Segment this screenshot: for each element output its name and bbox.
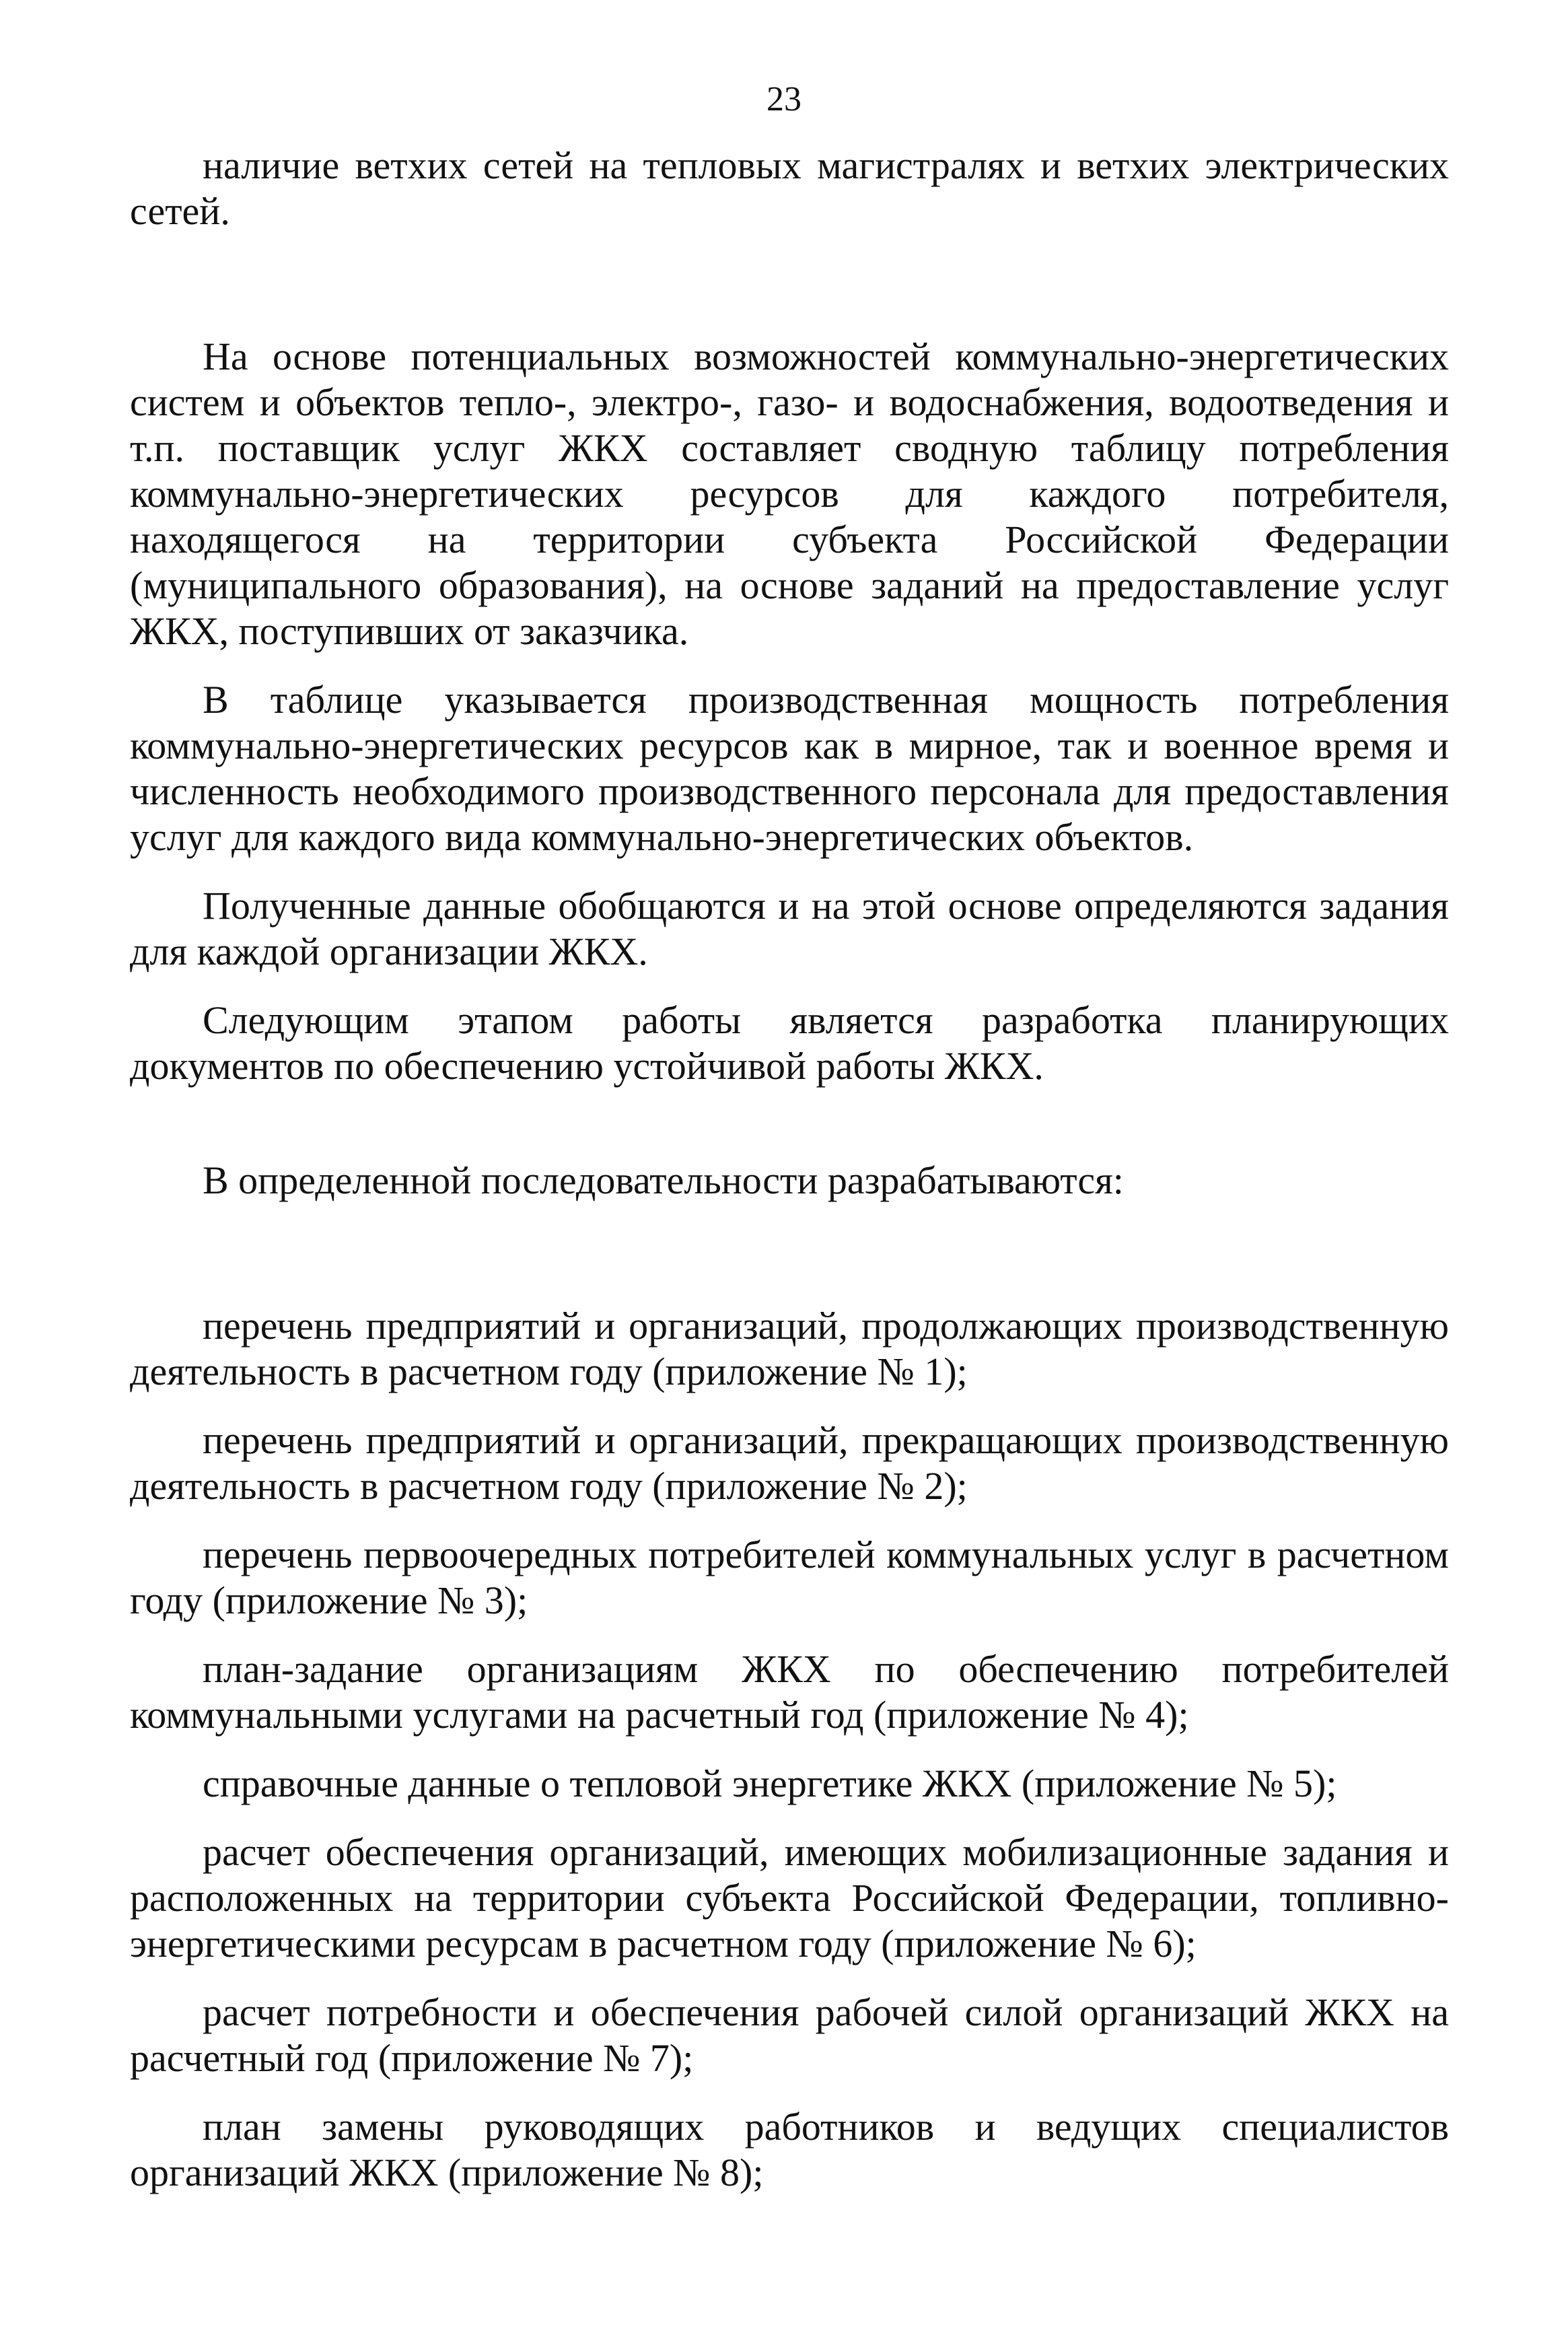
list-item: перечень первоочередных потребителей коммунальных услуг в расчетном году (приложение № 3);	[130, 1533, 1449, 1622]
list-item: план-задание организациям ЖКХ по обеспечению потребителей коммунальными услугами на расчетный год (приложение № 4);	[130, 1647, 1449, 1737]
list-item: перечень предприятий и организаций, прекращающих производственную деятельность в расчетном году (приложение № 2);	[130, 1418, 1449, 1508]
list-item: перечень предприятий и организаций, продолжающих производственную деятельность в расчетном году (приложение № 1);	[130, 1304, 1449, 1393]
document-body	[130, 143, 1449, 2196]
paragraph-list-intro: В определенной последовательности разрабатываются:	[203, 1158, 1124, 1202]
list-item: план замены руководящих работников и ведущих специалистов организаций ЖКХ (приложение № 8);	[130, 2105, 1449, 2194]
paragraph-next-stage: Следующим этапом работы является разработка планирующих документов по обеспечению устойчивой работы ЖКХ.	[130, 998, 1449, 1088]
list-item: расчет обеспечения организаций, имеющих мобилизационные задания и расположенных на территории субъекта Российской Федерации, топливно-энергетическими ресурсам в расчетном году (приложение № 6);	[130, 1830, 1449, 1965]
paragraph-data-generalization: Полученные данные обобщаются и на этой основе определяются задания для каждой организации ЖКХ.	[130, 884, 1449, 973]
paragraph-summary-table: На основе потенциальных возможностей коммунально-энергетических систем и объектов тепло-, электро-, газо- и водоснабжения, водоотведения и т.п. поставщик услуг ЖКХ составляет сводную таблицу потребления коммунально-энергетических ресурсов для каждого потребителя, находящегося на территории субъекта Российской Федерации (муниципального образования), на основе заданий на предоставление услуг ЖКХ, поступивших от заказчика.	[130, 335, 1449, 653]
page-number: 23	[767, 80, 801, 118]
paragraph-table-contents: В таблице указывается производственная мощность потребления коммунально-энергетических ресурсов как в мирное, так и военное время и численность необходимого производственного персонала для предоставления услуг для каждого вида коммунально-энергетических объектов.	[130, 678, 1449, 859]
list-item: справочные данные о тепловой энергетике ЖКХ (приложение № 5);	[203, 1762, 1337, 1805]
paragraph-dilapidated-networks: наличие ветхих сетей на тепловых магистралях и ветхих электрических сетей.	[130, 143, 1449, 233]
list-item: расчет потребности и обеспечения рабочей силой организаций ЖКХ на расчетный год (приложение № 7);	[130, 1990, 1449, 2080]
